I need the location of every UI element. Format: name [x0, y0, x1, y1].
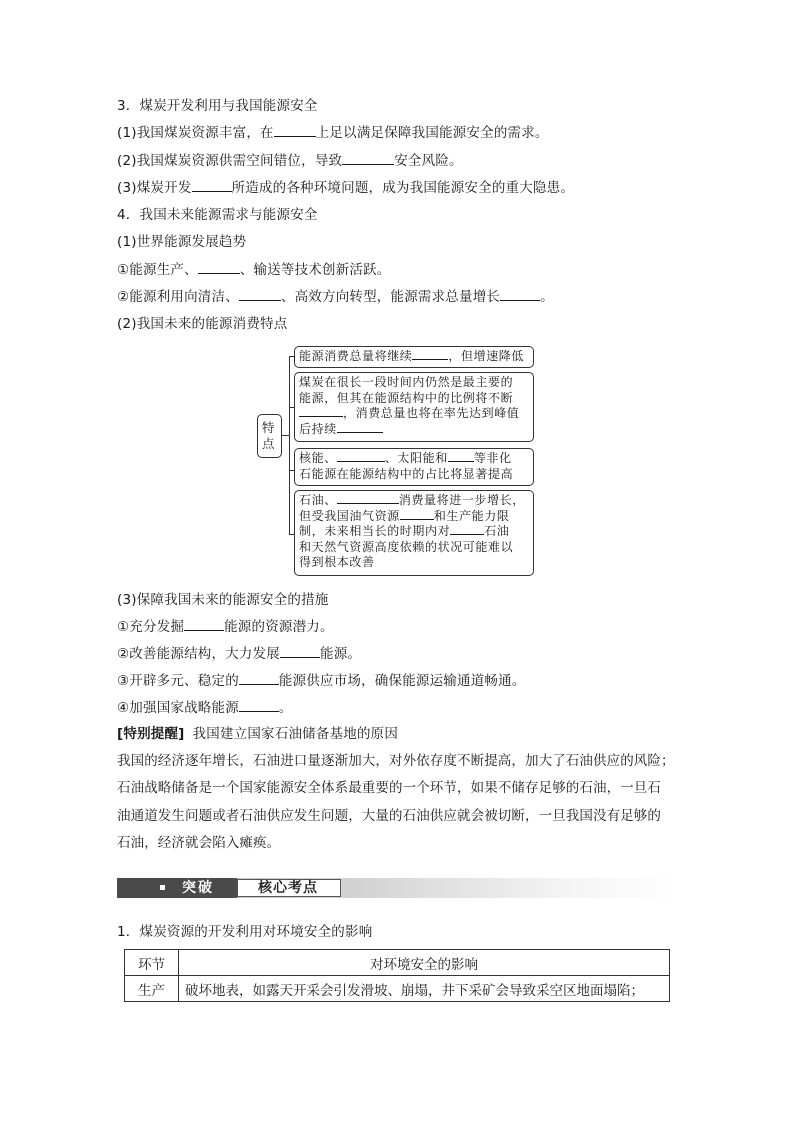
fill-blank[interactable]	[450, 524, 484, 535]
fill-blank[interactable]	[412, 349, 448, 360]
fill-blank[interactable]	[184, 618, 224, 631]
measure-item-4: ④加强国家战略能源 。	[117, 700, 293, 716]
impact-table	[124, 949, 670, 1002]
fill-blank[interactable]	[448, 451, 474, 462]
bracket-line	[289, 356, 290, 534]
table-cell: 破坏地表，如露天开采会引发滑坡、崩塌，井下采矿会导致采空区地面塌陷；	[179, 976, 670, 1002]
section-4-title: 4．我国未来能源需求与能源安全	[117, 207, 318, 223]
tip-title: 我国建立国家石油储备基地的原因	[192, 726, 399, 742]
feature-box-3: 核能、 、太阳能和 等非化 石能源在能源结构中的占比将显著提高	[294, 448, 534, 486]
measure-item-1: ①充分发掘 能源的资源潜力。	[117, 619, 334, 635]
keypoint-1-title: 1．煤炭资源的开发利用对环境安全的影响	[117, 924, 373, 940]
subsection-2-title: (2)我国未来的能源消费特点	[117, 316, 288, 332]
diagram-label: 特点	[257, 414, 282, 458]
subsection-3-title: (3)保障我国未来的能源安全的措施	[117, 592, 329, 608]
banner-left-label: 突破	[182, 880, 214, 896]
section-3-item-3: (3)煤炭开发 所造成的各种环境问题，成为我国能源安全的重大隐患。	[117, 180, 575, 196]
trend-item-1: ①能源生产、 、输送等技术创新活跃。	[117, 262, 391, 278]
banner-dark-block	[117, 878, 237, 898]
feature-box-4: 石油、 消费量将进一步增长， 但受我国油气资源 和生产能力限 制，未来相当长的时期内对 石油 和天然气资源高度依赖的状况可能难以 得到根本改善	[294, 490, 534, 576]
feature-box-1: 能源消费总量将继续 ，但增速降低	[294, 346, 534, 368]
fill-blank[interactable]	[274, 124, 316, 137]
table-cell: 生产	[125, 976, 179, 1002]
section-3-item-1: (1)我国煤炭资源丰富，在 上足以满足保障我国能源安全的需求。	[117, 125, 549, 141]
fill-blank[interactable]	[239, 672, 279, 685]
feature-box-2: 煤炭在很长一段时间内仍然是最主要的 能源，但其在能源结构中的比例将不断 ，消费总量也将在率先达到峰值 后持续	[294, 372, 534, 442]
fill-blank[interactable]	[400, 509, 434, 520]
measure-item-3: ③开辟多元、稳定的 能源供应市场，确保能源运输通道畅通。	[117, 673, 526, 689]
trend-item-2: ②能源利用向清洁、 、高效方向转型，能源需求总量增长 。	[117, 289, 554, 305]
tip-line: 石油战略储备是一个国家能源安全体系最重要的一个环节，如果不储存足够的石油，一旦石	[117, 780, 661, 796]
tip-line: 油通道发生问题或者石油供应发生问题，大量的石油供应就会被切断，一旦我国没有足够的	[117, 808, 661, 824]
tip-line: 我国的经济逐年增长，石油进口量逐渐加大，对外依存度不断提高，加大了石油供应的风险；	[117, 753, 675, 769]
fill-blank[interactable]	[500, 288, 540, 301]
section-3-title: 3．煤炭开发利用与我国能源安全	[117, 98, 318, 114]
table-header: 环节	[125, 950, 179, 976]
fill-blank[interactable]	[299, 406, 343, 417]
fill-blank[interactable]	[337, 493, 399, 504]
fill-blank[interactable]	[198, 261, 240, 274]
fill-blank[interactable]	[239, 288, 281, 301]
table-header-row	[125, 950, 670, 976]
measure-item-2: ②改善能源结构，大力发展 能源。	[117, 646, 362, 662]
square-bullet-icon	[160, 885, 165, 890]
fill-blank[interactable]	[192, 179, 232, 192]
fill-blank[interactable]	[337, 422, 383, 433]
table-header: 对环境安全的影响	[179, 950, 670, 976]
fill-blank[interactable]	[342, 152, 394, 165]
tip-tag: [特别提醒]	[117, 726, 185, 742]
table-row	[125, 976, 670, 1002]
fill-blank[interactable]	[280, 645, 320, 658]
tip-line: 石油，经济就会陷入瘫痪。	[117, 835, 281, 851]
connector	[282, 435, 289, 436]
subsection-1-title: (1)世界能源发展趋势	[117, 234, 247, 250]
section-3-item-2: (2)我国煤炭资源供需空间错位，导致 安全风险。	[117, 153, 463, 169]
banner-right-label: 核心考点	[258, 880, 318, 896]
tip-heading	[117, 725, 398, 743]
fill-blank[interactable]	[337, 451, 385, 462]
fill-blank[interactable]	[239, 699, 279, 712]
